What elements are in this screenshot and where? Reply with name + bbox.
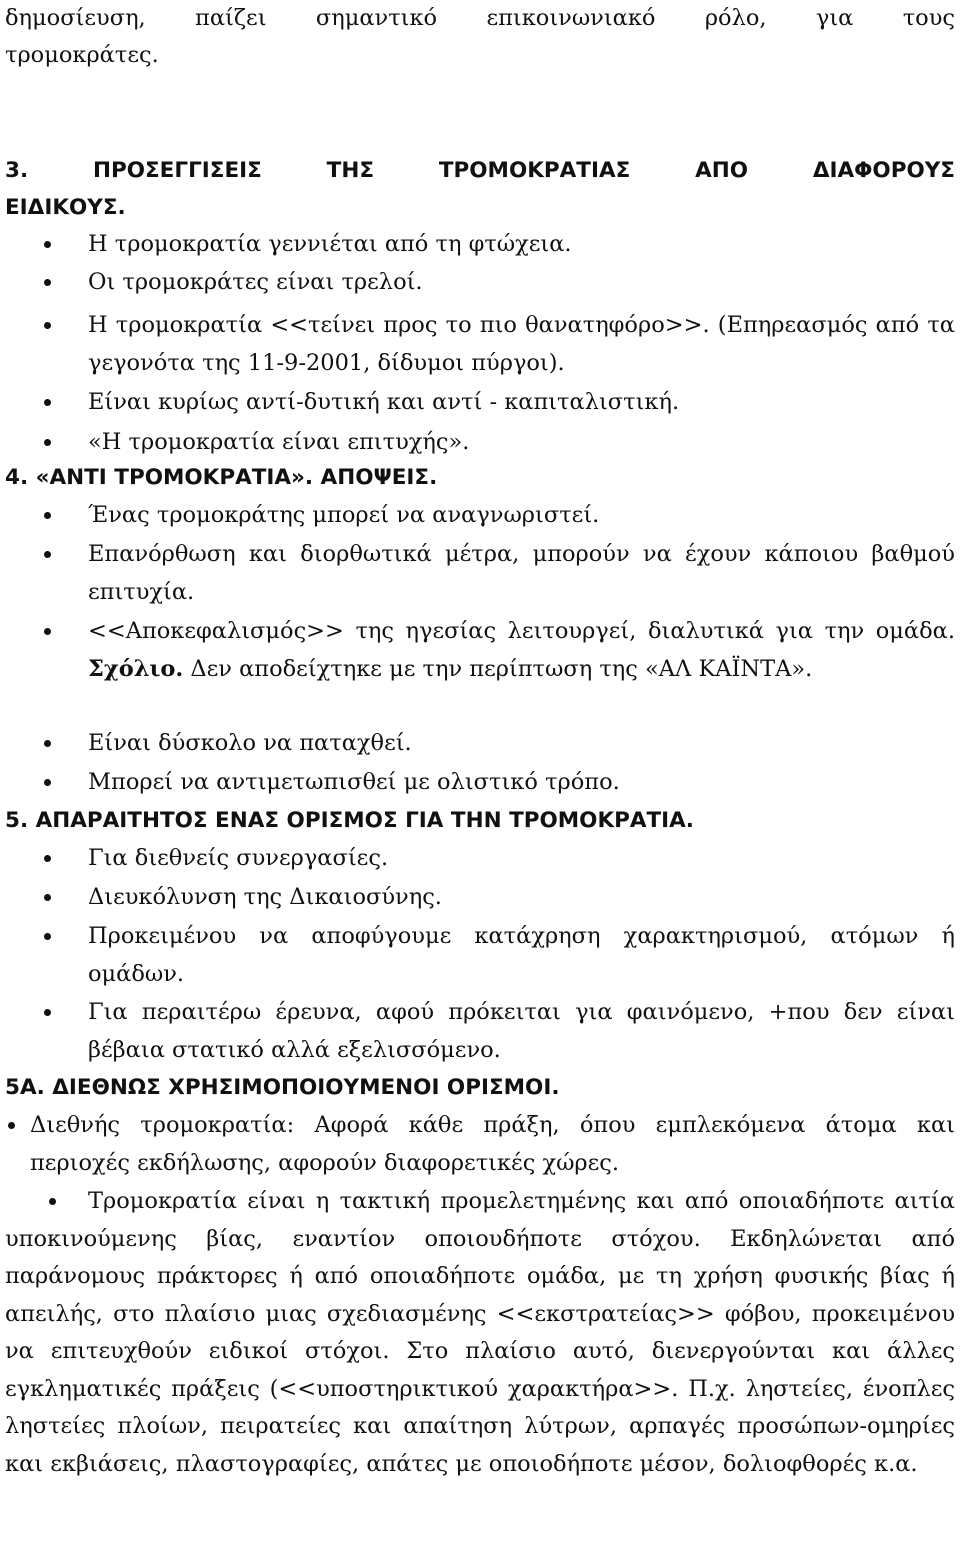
section-3-title-line-2: ΕΙΔΙΚΟΥΣ. [5, 195, 126, 220]
section-3-bullet-1: Η τρομοκρατία γεννιέται από τη φτώχεια. [88, 226, 955, 264]
section-5-bullet-2: Διευκόλυνση της Δικαιοσύνης. [88, 879, 955, 917]
section-4-bullet-2: Επανόρθωση και διορθωτικά μέτρα, μπορούν να έχουν κάποιου βαθμού επιτυχία. [88, 536, 955, 611]
section-3-bullet-5: «Η τρομοκρατία είναι επιτυχής». [88, 424, 955, 462]
section-4-bullet-4: Είναι δύσκολο να παταχθεί. [88, 725, 955, 763]
section-4-bullet-3-text-b: Δεν αποδείχτηκε με την περίπτωση της «ΑΛ ΚΑΪΝΤΑ». [183, 655, 813, 682]
section-3-bullet-3: Η τρομοκρατία <<τείνει προς το πιο θανατηφόρο>>. (Επηρεασμός από τα γεγονότα της 11-9-2001, δίδυμοι πύργοι). [88, 307, 955, 382]
section-5a-title: 5Α. ΔΙΕΘΝΩΣ ΧΡΗΣΙΜΟΠΟΙΟΥΜΕΝΟΙ ΟΡΙΣΜΟΙ. [5, 1075, 560, 1100]
section-3-bullet-2: Οι τρομοκράτες είναι τρελοί. [88, 264, 955, 302]
section-5a-bullet-1: Διεθνής τρομοκρατία: Αφορά κάθε πράξη, όπου εμπλεκόμενα άτομα και περιοχές εκδήλωσης, αφορούν διαφορετικές χώρες. [30, 1107, 955, 1182]
section-4-bullet-3 [88, 613, 955, 688]
section-3-title-line-1: 3. ΠΡΟΣΕΓΓΙΣΕΙΣ ΤΗΣ ΤΡΟΜΟΚΡΑΤΙΑΣ ΑΠΟ ΔΙΑΦΟΡΟΥΣ [5, 158, 955, 183]
section-4-bullet-1: Ένας τρομοκράτης μπορεί να αναγνωριστεί. [88, 497, 955, 535]
section-5-bullet-4: Για περαιτέρω έρευνα, αφού πρόκειται για φαινόμενο, +που δεν είναι βέβαια στατικό αλλά εξελισσόμενο. [88, 994, 955, 1069]
intro-line-1: δημοσίευση, παίζει σημαντικό επικοινωνιακό ρόλο, για τους [5, 5, 955, 31]
section-4-bullet-5: Μπορεί να αντιμετωπισθεί με ολιστικό τρόπο. [88, 764, 955, 802]
intro-line-2: τρομοκράτες. [5, 42, 159, 68]
section-3-bullet-4: Είναι κυρίως αντί-δυτική και αντί - καπιταλιστική. [88, 384, 955, 422]
section-5-title: 5. ΑΠΑΡΑΙΤΗΤΟΣ ΕΝΑΣ ΟΡΙΣΜΟΣ ΓΙΑ ΤΗΝ ΤΡΟΜΟΚΡΑΤΙΑ. [5, 808, 694, 833]
section-5-bullet-1: Για διεθνείς συνεργασίες. [88, 840, 955, 878]
section-5-bullet-3: Προκειμένου να αποφύγουμε κατάχρηση χαρακτηρισμού, ατόμων ή ομάδων. [88, 918, 955, 993]
bullet-dot [49, 1198, 56, 1205]
section-4-bullet-3-text-a: <<Αποκεφαλισμός>> της ηγεσίας λειτουργεί, διαλυτικά για την ομάδα. [88, 618, 955, 644]
section-5a-bullet-2 [5, 1183, 955, 1483]
comment-label: Σχόλιο. [88, 655, 184, 682]
section-4-title: 4. «ΑΝΤΙ ΤΡΟΜΟΚΡΑΤΙΑ». ΑΠΟΨΕΙΣ. [5, 465, 438, 490]
section-5a-bullet-2-text: Τρομοκρατία είναι η τακτική προμελετημένης και από οποιαδήποτε αιτία υποκινούμενης βίας, εναντίον οποιουδήποτε στόχου. Εκδηλώνεται από παράνομους πράκτορες ή από οποιαδήποτε ομάδα, με τη χρήση φυσικής βίας ή απειλής, στο πλαίσιο μιας σχεδιασμένης <<εκστρατείας>> φόβου, προκειμένου να επιτευχθούν ειδικοί στόχοι. Στο πλαίσιο αυτό, διενεργούνται και άλλες εγκληματικές πράξεις (<<υποστηρικτικού χαρακτήρα>>. Π.χ. ληστείες, ένοπλες ληστείες πλοίων, πειρατείες και απαίτηση λύτρων, αρπαγές προσώπων-ομηρίες και εκβιάσεις, πλαστογραφίες, απάτες με οποιοδήποτε μέσον, δολιοφθορές κ.α. [5, 1188, 955, 1477]
